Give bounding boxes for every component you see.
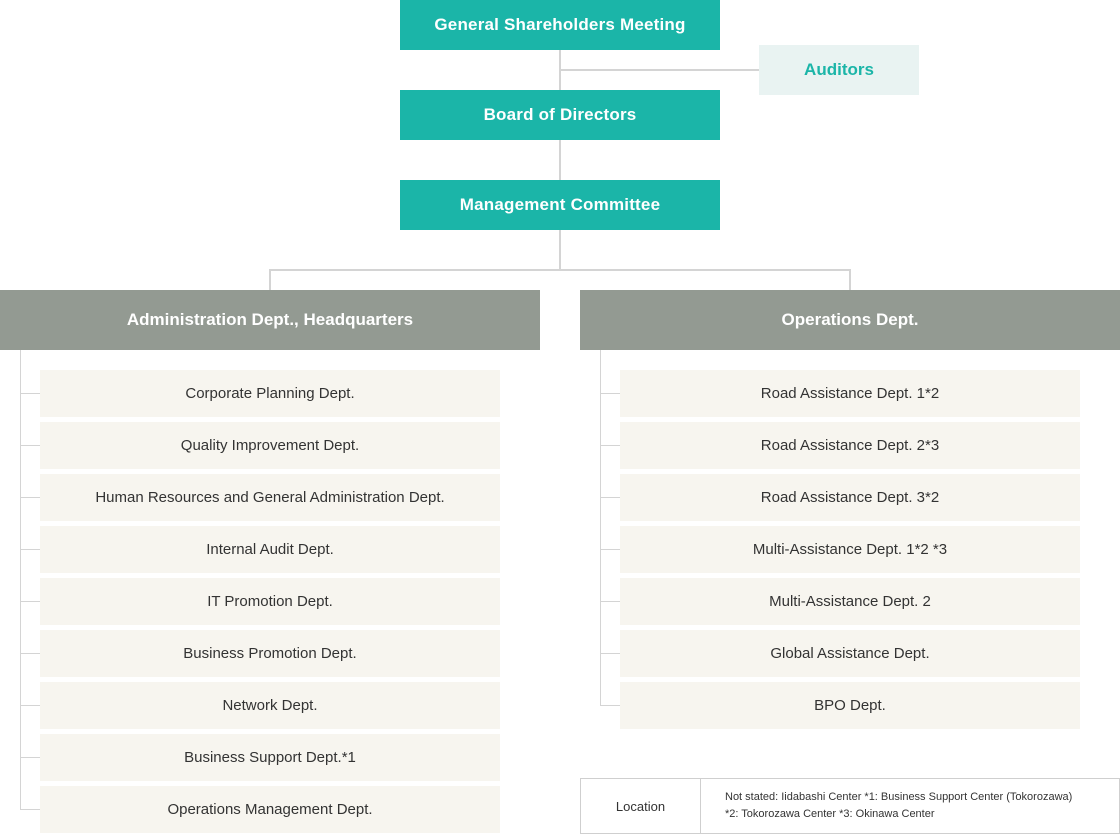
dept-multi-assistance-2 <box>620 578 1080 625</box>
dept-global-assistance <box>620 630 1080 677</box>
dept-label: BPO Dept. <box>814 697 886 714</box>
dept-label: Corporate Planning Dept. <box>185 385 355 402</box>
dept-road-assistance-1 <box>620 370 1080 417</box>
dept-multi-assistance-1 <box>620 526 1080 573</box>
admin-branch <box>20 549 40 550</box>
connector-admin-drop <box>269 269 271 290</box>
dept-business-promotion <box>40 630 500 677</box>
dept-label: Quality Improvement Dept. <box>180 437 360 454</box>
legend-text <box>701 779 1119 833</box>
dept-road-assistance-2 <box>620 422 1080 469</box>
dept-label: Internal Audit Dept. <box>206 541 334 558</box>
committee-label: Management Committee <box>459 195 661 214</box>
dept-business-support <box>40 734 500 781</box>
auditors-label: Auditors <box>804 60 874 79</box>
dept-label: Operations Management Dept. <box>167 801 373 818</box>
dept-corporate-planning <box>40 370 500 417</box>
ops-branch <box>600 393 620 394</box>
dept-label: Road Assistance Dept. 2*3 <box>760 437 940 454</box>
dept-label: IT Promotion Dept. <box>207 593 333 610</box>
ops-branch <box>600 549 620 550</box>
legend-line-1: Not stated: Iidabashi Center *1: Business Support Center (Tokorozawa) <box>725 791 1073 803</box>
committee-box <box>400 180 720 230</box>
admin-branch <box>20 393 40 394</box>
admin-division-title: Administration Dept., Headquarters <box>126 310 414 329</box>
dept-label: Business Promotion Dept. <box>183 645 357 662</box>
dept-bpo <box>620 682 1080 729</box>
dept-human-resources <box>40 474 500 521</box>
admin-tree-spine <box>20 350 21 810</box>
dept-label: Global Assistance Dept. <box>770 645 930 662</box>
dept-it-promotion <box>40 578 500 625</box>
shareholders-box <box>400 0 720 50</box>
connector-committee-down <box>559 230 561 270</box>
dept-label: Multi-Assistance Dept. 1*2 *3 <box>752 541 948 558</box>
admin-branch <box>20 497 40 498</box>
ops-division-header <box>580 290 1120 350</box>
dept-network <box>40 682 500 729</box>
ops-branch <box>600 705 620 706</box>
dept-label: Road Assistance Dept. 3*2 <box>760 489 940 506</box>
ops-branch <box>600 653 620 654</box>
dept-label: Road Assistance Dept. 1*2 <box>760 385 940 402</box>
ops-branch <box>600 497 620 498</box>
dept-label: Network Dept. <box>222 697 318 714</box>
ops-division-title: Operations Dept. <box>781 310 919 329</box>
connector-board-committee <box>559 140 561 180</box>
auditors-box <box>759 45 919 95</box>
admin-branch <box>20 445 40 446</box>
shareholders-label: General Shareholders Meeting <box>434 15 686 34</box>
connector-auditors <box>560 69 760 71</box>
connector-ops-drop <box>849 269 851 290</box>
dept-quality-improvement <box>40 422 500 469</box>
ops-branch <box>600 445 620 446</box>
dept-label: Human Resources and General Administration Dept. <box>95 489 445 506</box>
admin-branch <box>20 601 40 602</box>
board-label: Board of Directors <box>483 105 637 124</box>
admin-division-header <box>0 290 540 350</box>
legend-label: Location <box>581 779 701 833</box>
connector-horizontal-split <box>269 269 851 271</box>
location-legend <box>580 778 1120 834</box>
dept-label: Multi-Assistance Dept. 2 <box>769 593 931 610</box>
dept-operations-management <box>40 786 500 833</box>
board-box <box>400 90 720 140</box>
dept-label: Business Support Dept.*1 <box>184 749 356 766</box>
dept-internal-audit <box>40 526 500 573</box>
ops-branch <box>600 601 620 602</box>
dept-road-assistance-3 <box>620 474 1080 521</box>
legend-line-2: *2: Tokorozawa Center *3: Okinawa Center <box>725 808 935 820</box>
admin-branch <box>20 653 40 654</box>
admin-branch <box>20 705 40 706</box>
admin-branch <box>20 809 40 810</box>
admin-branch <box>20 757 40 758</box>
